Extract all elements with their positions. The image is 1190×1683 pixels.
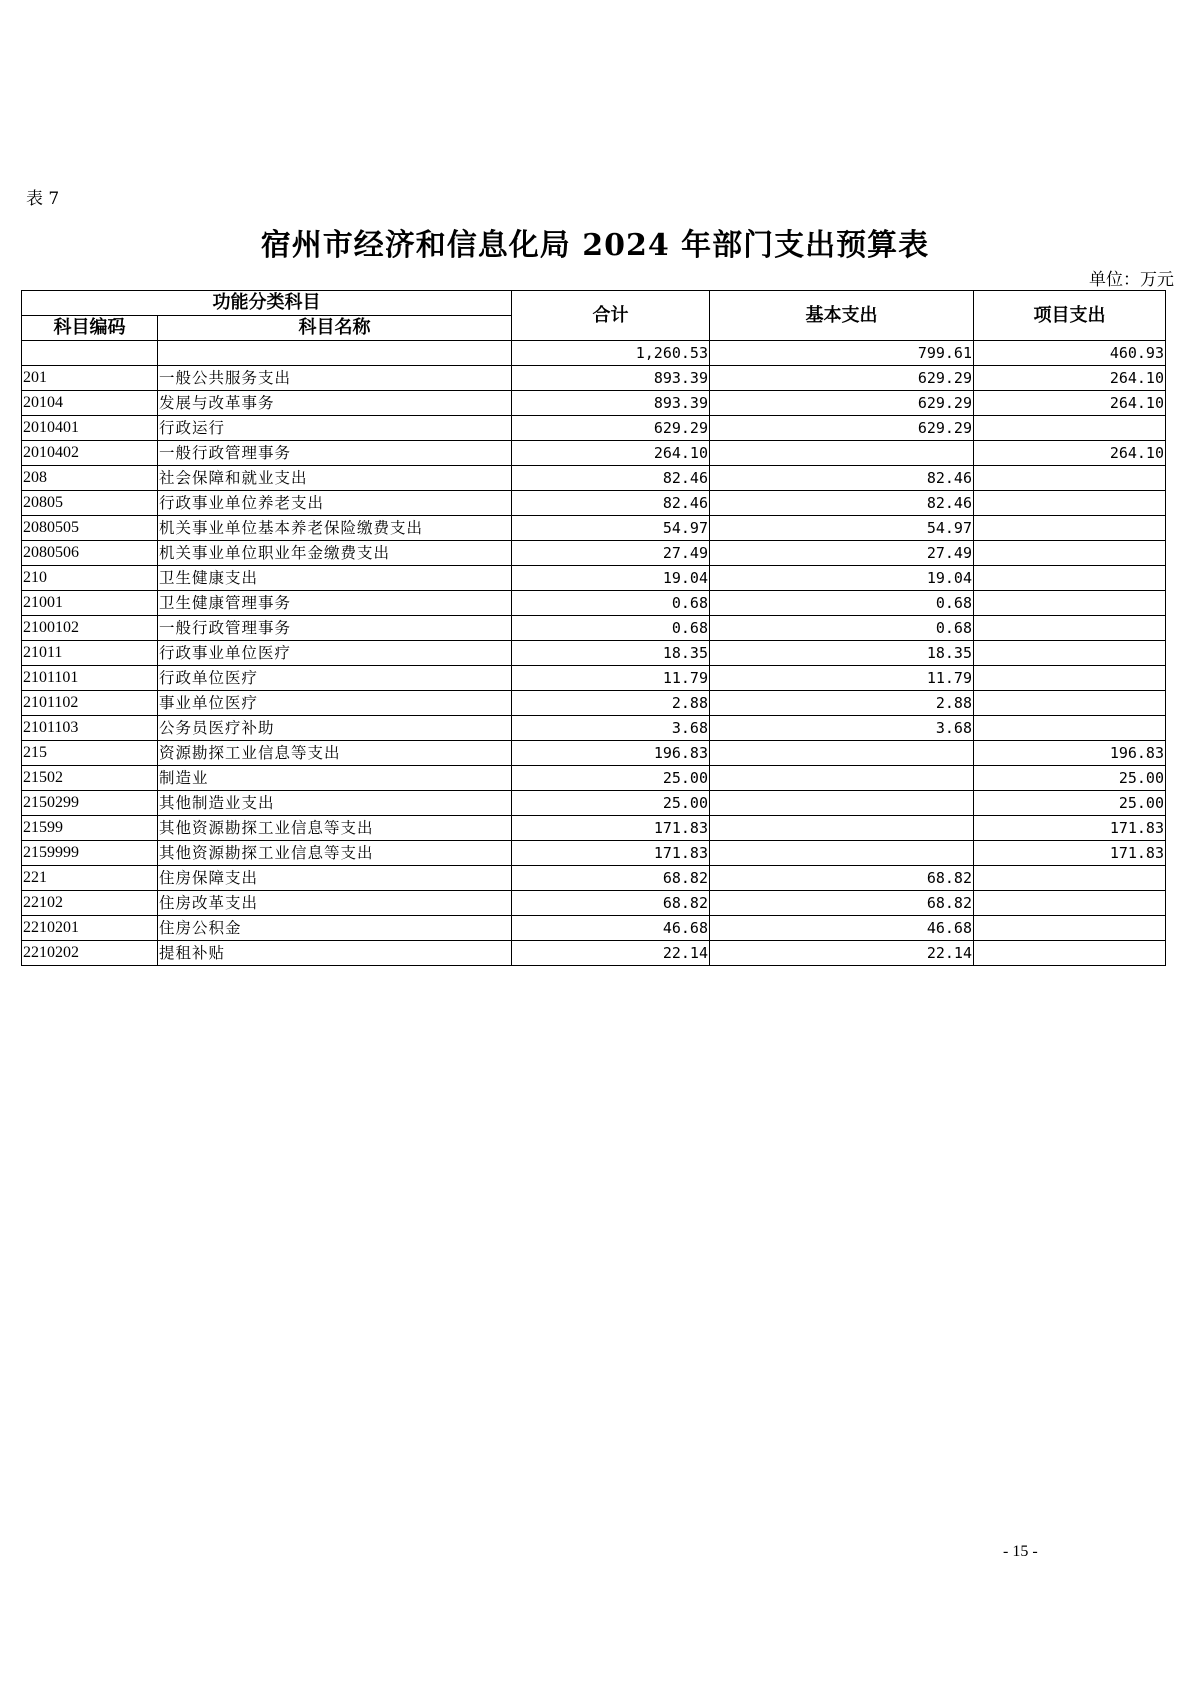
page-title: 宿州市经济和信息化局 2024 年部门支出预算表 bbox=[260, 228, 930, 263]
basic-expenditure-cell: 3.68 bbox=[710, 716, 974, 741]
project-expenditure-cell: 264.10 bbox=[974, 366, 1166, 391]
project-expenditure-cell: 196.83 bbox=[974, 741, 1166, 766]
total-cell: 25.00 bbox=[512, 766, 710, 791]
table-row bbox=[22, 916, 1166, 941]
total-cell: 196.83 bbox=[512, 741, 710, 766]
table-body bbox=[22, 341, 1166, 966]
header-subject-code: 科目编码 bbox=[22, 316, 158, 341]
table-row bbox=[22, 466, 1166, 491]
total-cell: 68.82 bbox=[512, 866, 710, 891]
project-expenditure-cell bbox=[974, 716, 1166, 741]
total-cell: 3.68 bbox=[512, 716, 710, 741]
table-row bbox=[22, 816, 1166, 841]
total-cell: 171.83 bbox=[512, 816, 710, 841]
unit-label: 单位：万元 bbox=[1089, 270, 1174, 290]
project-expenditure-cell: 460.93 bbox=[974, 341, 1166, 366]
table-row bbox=[22, 866, 1166, 891]
table-row bbox=[22, 341, 1166, 366]
page-number: - 15 - bbox=[1003, 1543, 1038, 1560]
project-expenditure-cell bbox=[974, 591, 1166, 616]
project-expenditure-cell bbox=[974, 866, 1166, 891]
total-cell: 2.88 bbox=[512, 691, 710, 716]
subject-name-cell: 机关事业单位基本养老保险缴费支出 bbox=[158, 516, 512, 541]
subject-name-cell: 住房改革支出 bbox=[158, 891, 512, 916]
subject-code-cell: 21001 bbox=[22, 591, 158, 616]
subject-code-cell: 2100102 bbox=[22, 616, 158, 641]
subject-name-cell: 其他制造业支出 bbox=[158, 791, 512, 816]
total-cell: 629.29 bbox=[512, 416, 710, 441]
subject-name-cell: 行政运行 bbox=[158, 416, 512, 441]
subject-name-cell: 发展与改革事务 bbox=[158, 391, 512, 416]
basic-expenditure-cell: 2.88 bbox=[710, 691, 974, 716]
subject-code-cell: 21599 bbox=[22, 816, 158, 841]
table-header bbox=[22, 291, 1166, 341]
total-cell: 11.79 bbox=[512, 666, 710, 691]
total-cell: 82.46 bbox=[512, 466, 710, 491]
subject-name-cell bbox=[158, 341, 512, 366]
basic-expenditure-cell: 629.29 bbox=[710, 416, 974, 441]
subject-name-cell: 其他资源勘探工业信息等支出 bbox=[158, 841, 512, 866]
subject-code-cell: 2210202 bbox=[22, 941, 158, 966]
subject-code-cell: 2210201 bbox=[22, 916, 158, 941]
header-project-expenditure: 项目支出 bbox=[974, 291, 1166, 341]
project-expenditure-cell bbox=[974, 641, 1166, 666]
table-row bbox=[22, 616, 1166, 641]
budget-table bbox=[21, 290, 1166, 966]
basic-expenditure-cell bbox=[710, 791, 974, 816]
subject-code-cell: 2159999 bbox=[22, 841, 158, 866]
total-cell: 54.97 bbox=[512, 516, 710, 541]
basic-expenditure-cell: 19.04 bbox=[710, 566, 974, 591]
subject-name-cell: 行政事业单位医疗 bbox=[158, 641, 512, 666]
basic-expenditure-cell: 0.68 bbox=[710, 591, 974, 616]
subject-code-cell: 2150299 bbox=[22, 791, 158, 816]
project-expenditure-cell bbox=[974, 691, 1166, 716]
project-expenditure-cell bbox=[974, 516, 1166, 541]
project-expenditure-cell bbox=[974, 616, 1166, 641]
project-expenditure-cell bbox=[974, 466, 1166, 491]
project-expenditure-cell: 171.83 bbox=[974, 816, 1166, 841]
subject-code-cell: 21011 bbox=[22, 641, 158, 666]
subject-code-cell: 2010402 bbox=[22, 441, 158, 466]
total-cell: 0.68 bbox=[512, 616, 710, 641]
subject-code-cell: 2101103 bbox=[22, 716, 158, 741]
project-expenditure-cell bbox=[974, 916, 1166, 941]
subject-name-cell: 行政单位医疗 bbox=[158, 666, 512, 691]
basic-expenditure-cell: 68.82 bbox=[710, 866, 974, 891]
basic-expenditure-cell: 54.97 bbox=[710, 516, 974, 541]
basic-expenditure-cell: 0.68 bbox=[710, 616, 974, 641]
subject-code-cell: 20805 bbox=[22, 491, 158, 516]
project-expenditure-cell: 264.10 bbox=[974, 391, 1166, 416]
basic-expenditure-cell: 799.61 bbox=[710, 341, 974, 366]
subject-code-cell: 221 bbox=[22, 866, 158, 891]
project-expenditure-cell: 171.83 bbox=[974, 841, 1166, 866]
project-expenditure-cell bbox=[974, 941, 1166, 966]
subject-code-cell: 2080505 bbox=[22, 516, 158, 541]
total-cell: 27.49 bbox=[512, 541, 710, 566]
basic-expenditure-cell: 22.14 bbox=[710, 941, 974, 966]
basic-expenditure-cell bbox=[710, 766, 974, 791]
subject-code-cell: 210 bbox=[22, 566, 158, 591]
table-row bbox=[22, 941, 1166, 966]
header-total: 合计 bbox=[512, 291, 710, 341]
total-cell: 46.68 bbox=[512, 916, 710, 941]
subject-code-cell: 2080506 bbox=[22, 541, 158, 566]
total-cell: 893.39 bbox=[512, 391, 710, 416]
table-row bbox=[22, 366, 1166, 391]
project-expenditure-cell bbox=[974, 566, 1166, 591]
project-expenditure-cell bbox=[974, 666, 1166, 691]
total-cell: 82.46 bbox=[512, 491, 710, 516]
table-row bbox=[22, 741, 1166, 766]
table-row bbox=[22, 766, 1166, 791]
total-cell: 171.83 bbox=[512, 841, 710, 866]
subject-name-cell: 其他资源勘探工业信息等支出 bbox=[158, 816, 512, 841]
subject-name-cell: 资源勘探工业信息等支出 bbox=[158, 741, 512, 766]
subject-name-cell: 住房公积金 bbox=[158, 916, 512, 941]
project-expenditure-cell bbox=[974, 891, 1166, 916]
subject-name-cell: 住房保障支出 bbox=[158, 866, 512, 891]
subject-name-cell: 提租补贴 bbox=[158, 941, 512, 966]
subject-name-cell: 社会保障和就业支出 bbox=[158, 466, 512, 491]
subject-code-cell: 21502 bbox=[22, 766, 158, 791]
header-basic-expenditure: 基本支出 bbox=[710, 291, 974, 341]
project-expenditure-cell bbox=[974, 416, 1166, 441]
table-row bbox=[22, 391, 1166, 416]
basic-expenditure-cell: 629.29 bbox=[710, 366, 974, 391]
basic-expenditure-cell: 629.29 bbox=[710, 391, 974, 416]
total-cell: 1,260.53 bbox=[512, 341, 710, 366]
subject-code-cell: 2010401 bbox=[22, 416, 158, 441]
project-expenditure-cell bbox=[974, 541, 1166, 566]
table-row bbox=[22, 516, 1166, 541]
total-cell: 22.14 bbox=[512, 941, 710, 966]
table-row bbox=[22, 566, 1166, 591]
total-cell: 68.82 bbox=[512, 891, 710, 916]
total-cell: 893.39 bbox=[512, 366, 710, 391]
header-subject-name: 科目名称 bbox=[158, 316, 512, 341]
table-row bbox=[22, 541, 1166, 566]
project-expenditure-cell: 25.00 bbox=[974, 791, 1166, 816]
table-row bbox=[22, 891, 1166, 916]
subject-code-cell: 20104 bbox=[22, 391, 158, 416]
table-number: 表 7 bbox=[26, 189, 60, 209]
table-row bbox=[22, 441, 1166, 466]
subject-name-cell: 一般行政管理事务 bbox=[158, 441, 512, 466]
table-row bbox=[22, 641, 1166, 666]
table-row bbox=[22, 416, 1166, 441]
table-row bbox=[22, 666, 1166, 691]
subject-name-cell: 一般行政管理事务 bbox=[158, 616, 512, 641]
subject-code-cell: 2101101 bbox=[22, 666, 158, 691]
table-row bbox=[22, 591, 1166, 616]
project-expenditure-cell: 264.10 bbox=[974, 441, 1166, 466]
subject-code-cell bbox=[22, 341, 158, 366]
basic-expenditure-cell bbox=[710, 441, 974, 466]
basic-expenditure-cell: 18.35 bbox=[710, 641, 974, 666]
subject-name-cell: 行政事业单位养老支出 bbox=[158, 491, 512, 516]
header-function-category: 功能分类科目 bbox=[22, 291, 512, 316]
table-row bbox=[22, 691, 1166, 716]
basic-expenditure-cell: 27.49 bbox=[710, 541, 974, 566]
basic-expenditure-cell: 46.68 bbox=[710, 916, 974, 941]
subject-code-cell: 22102 bbox=[22, 891, 158, 916]
basic-expenditure-cell: 11.79 bbox=[710, 666, 974, 691]
subject-name-cell: 机关事业单位职业年金缴费支出 bbox=[158, 541, 512, 566]
table-row bbox=[22, 491, 1166, 516]
subject-name-cell: 卫生健康支出 bbox=[158, 566, 512, 591]
basic-expenditure-cell: 82.46 bbox=[710, 466, 974, 491]
subject-code-cell: 201 bbox=[22, 366, 158, 391]
subject-name-cell: 制造业 bbox=[158, 766, 512, 791]
total-cell: 19.04 bbox=[512, 566, 710, 591]
subject-name-cell: 卫生健康管理事务 bbox=[158, 591, 512, 616]
subject-name-cell: 公务员医疗补助 bbox=[158, 716, 512, 741]
basic-expenditure-cell bbox=[710, 816, 974, 841]
total-cell: 18.35 bbox=[512, 641, 710, 666]
table-row bbox=[22, 716, 1166, 741]
subject-code-cell: 2101102 bbox=[22, 691, 158, 716]
basic-expenditure-cell: 68.82 bbox=[710, 891, 974, 916]
basic-expenditure-cell bbox=[710, 841, 974, 866]
total-cell: 0.68 bbox=[512, 591, 710, 616]
basic-expenditure-cell bbox=[710, 741, 974, 766]
subject-code-cell: 215 bbox=[22, 741, 158, 766]
subject-code-cell: 208 bbox=[22, 466, 158, 491]
basic-expenditure-cell: 82.46 bbox=[710, 491, 974, 516]
project-expenditure-cell: 25.00 bbox=[974, 766, 1166, 791]
project-expenditure-cell bbox=[974, 491, 1166, 516]
table-row bbox=[22, 791, 1166, 816]
total-cell: 25.00 bbox=[512, 791, 710, 816]
table-row bbox=[22, 841, 1166, 866]
subject-name-cell: 事业单位医疗 bbox=[158, 691, 512, 716]
total-cell: 264.10 bbox=[512, 441, 710, 466]
subject-name-cell: 一般公共服务支出 bbox=[158, 366, 512, 391]
